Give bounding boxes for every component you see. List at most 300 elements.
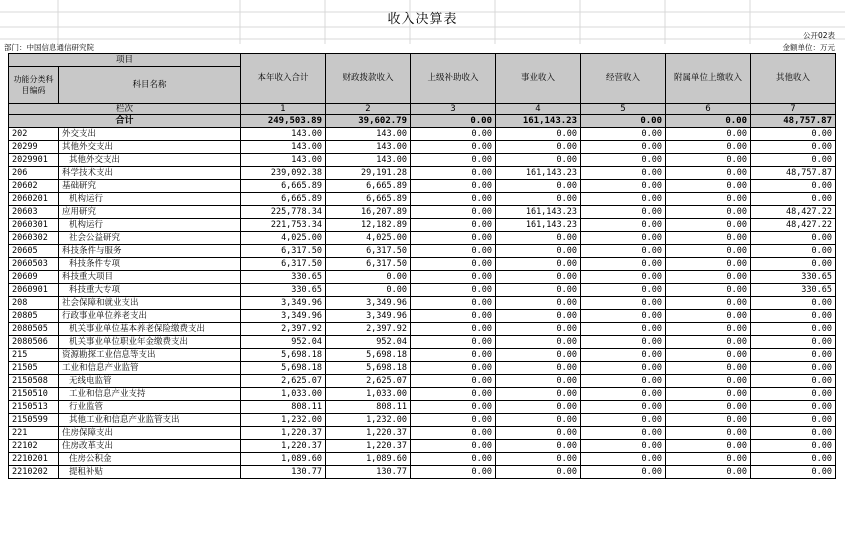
col-number: 6 [666, 104, 751, 115]
row-label: 栏次 [9, 104, 241, 115]
table-row [9, 232, 836, 245]
row-value-cell: 0.00 [411, 401, 496, 414]
row-value-cell: 0.00 [496, 453, 581, 466]
row-name-cell: 机构运行 [59, 219, 241, 232]
row-value-cell: 0.00 [581, 128, 666, 141]
row-name-cell: 社会保障和就业支出 [59, 297, 241, 310]
col-number: 4 [496, 104, 581, 115]
table-row [9, 167, 836, 180]
row-value-cell: 0.00 [751, 141, 836, 154]
table-row [9, 180, 836, 193]
col-header-6: 附属单位上缴收入 [666, 54, 751, 104]
row-value-cell: 143.00 [241, 141, 326, 154]
row-value-cell: 0.00 [581, 388, 666, 401]
row-value-cell: 0.00 [411, 141, 496, 154]
table-row [9, 375, 836, 388]
table-row [9, 466, 836, 479]
row-value-cell: 6,317.50 [241, 245, 326, 258]
row-value-cell: 6,665.89 [326, 180, 411, 193]
row-value-cell: 143.00 [241, 128, 326, 141]
row-value-cell: 130.77 [241, 466, 326, 479]
row-code-cell: 2060503 [9, 258, 59, 271]
row-value-cell: 0.00 [496, 141, 581, 154]
row-value-cell: 0.00 [496, 245, 581, 258]
row-value-cell: 0.00 [496, 128, 581, 141]
row-value-cell: 0.00 [581, 180, 666, 193]
row-code-cell: 2060302 [9, 232, 59, 245]
row-value-cell: 0.00 [666, 128, 751, 141]
total-cell: 0.00 [666, 115, 751, 128]
table-row [9, 453, 836, 466]
row-value-cell: 0.00 [496, 414, 581, 427]
total-cell: 249,503.89 [241, 115, 326, 128]
row-value-cell: 0.00 [581, 414, 666, 427]
col-header-4: 事业收入 [496, 54, 581, 104]
total-cell: 0.00 [411, 115, 496, 128]
row-value-cell: 0.00 [581, 271, 666, 284]
col-header-5: 经营收入 [581, 54, 666, 104]
row-value-cell: 0.00 [666, 284, 751, 297]
row-name-cell: 机关事业单位职业年金缴费支出 [59, 336, 241, 349]
row-value-cell: 0.00 [666, 206, 751, 219]
row-value-cell: 239,092.38 [241, 167, 326, 180]
row-code-cell: 20603 [9, 206, 59, 219]
row-value-cell: 0.00 [751, 245, 836, 258]
row-value-cell: 0.00 [751, 232, 836, 245]
table-row [9, 427, 836, 440]
row-value-cell: 6,665.89 [326, 193, 411, 206]
row-code-cell: 20609 [9, 271, 59, 284]
row-value-cell: 0.00 [666, 466, 751, 479]
row-value-cell: 0.00 [751, 375, 836, 388]
table-row [9, 388, 836, 401]
row-value-cell: 1,232.00 [241, 414, 326, 427]
row-value-cell: 5,698.18 [326, 349, 411, 362]
row-name-cell: 外交支出 [59, 128, 241, 141]
row-value-cell: 0.00 [411, 245, 496, 258]
row-value-cell: 0.00 [666, 336, 751, 349]
row-name-cell: 工业和信息产业支持 [59, 388, 241, 401]
row-value-cell: 0.00 [751, 401, 836, 414]
row-value-cell: 0.00 [411, 310, 496, 323]
row-value-cell: 0.00 [411, 232, 496, 245]
row-value-cell: 0.00 [666, 141, 751, 154]
row-name-cell: 无线电监管 [59, 375, 241, 388]
row-value-cell: 16,207.89 [326, 206, 411, 219]
row-code-cell: 206 [9, 167, 59, 180]
table-row [9, 206, 836, 219]
row-name-cell: 其他外交支出 [59, 154, 241, 167]
row-value-cell: 0.00 [581, 193, 666, 206]
row-value-cell: 5,698.18 [326, 362, 411, 375]
row-value-cell: 1,220.37 [326, 440, 411, 453]
row-code-cell: 2060201 [9, 193, 59, 206]
table-row [9, 440, 836, 453]
row-value-cell: 0.00 [666, 453, 751, 466]
row-value-cell: 1,220.37 [241, 440, 326, 453]
row-value-cell: 161,143.23 [496, 206, 581, 219]
row-value-cell: 0.00 [666, 180, 751, 193]
row-name-cell: 资源勘探工业信息等支出 [59, 349, 241, 362]
row-value-cell: 0.00 [666, 414, 751, 427]
total-cell: 0.00 [581, 115, 666, 128]
row-value-cell: 0.00 [411, 362, 496, 375]
table-row [9, 245, 836, 258]
row-name-cell: 科技条件专项 [59, 258, 241, 271]
row-value-cell: 0.00 [666, 427, 751, 440]
row-value-cell: 0.00 [751, 310, 836, 323]
row-value-cell: 0.00 [666, 193, 751, 206]
row-value-cell: 6,317.50 [326, 245, 411, 258]
row-value-cell: 0.00 [326, 284, 411, 297]
row-value-cell: 6,665.89 [241, 180, 326, 193]
row-value-cell: 808.11 [241, 401, 326, 414]
row-value-cell: 6,317.50 [326, 258, 411, 271]
row-name-cell: 其他外交支出 [59, 141, 241, 154]
row-name-cell: 住房改革支出 [59, 440, 241, 453]
row-value-cell: 0.00 [666, 440, 751, 453]
row-value-cell: 161,143.23 [496, 219, 581, 232]
row-value-cell: 0.00 [581, 219, 666, 232]
table-row [9, 336, 836, 349]
row-value-cell: 0.00 [751, 336, 836, 349]
row-value-cell: 0.00 [496, 375, 581, 388]
row-value-cell: 0.00 [666, 297, 751, 310]
row-value-cell: 0.00 [496, 232, 581, 245]
row-value-cell: 0.00 [411, 258, 496, 271]
total-label: 合计 [9, 115, 241, 128]
row-name-cell: 社会公益研究 [59, 232, 241, 245]
row-name-cell: 提租补贴 [59, 466, 241, 479]
code-header: 功能分类科目编码 [9, 67, 59, 104]
row-code-cell: 22102 [9, 440, 59, 453]
row-value-cell: 0.00 [496, 258, 581, 271]
row-value-cell: 0.00 [581, 466, 666, 479]
row-code-cell: 20602 [9, 180, 59, 193]
row-value-cell: 0.00 [411, 414, 496, 427]
row-value-cell: 0.00 [581, 141, 666, 154]
table-row [9, 193, 836, 206]
row-value-cell: 0.00 [666, 375, 751, 388]
unit-label: 金额单位：万元 [782, 43, 835, 52]
table-row [9, 271, 836, 284]
row-value-cell: 0.00 [496, 336, 581, 349]
row-value-cell: 0.00 [581, 297, 666, 310]
row-value-cell: 161,143.23 [496, 167, 581, 180]
table-row [9, 258, 836, 271]
row-value-cell: 1,033.00 [326, 388, 411, 401]
row-value-cell: 3,349.96 [241, 297, 326, 310]
row-value-cell: 0.00 [581, 245, 666, 258]
table-row [9, 219, 836, 232]
row-value-cell: 0.00 [581, 336, 666, 349]
row-value-cell: 0.00 [411, 271, 496, 284]
row-value-cell: 0.00 [581, 440, 666, 453]
row-code-cell: 20605 [9, 245, 59, 258]
row-value-cell: 0.00 [751, 154, 836, 167]
row-value-cell: 5,698.18 [241, 349, 326, 362]
row-value-cell: 0.00 [581, 232, 666, 245]
row-value-cell: 0.00 [496, 388, 581, 401]
col-header-2: 财政拨款收入 [326, 54, 411, 104]
row-code-cell: 2210202 [9, 466, 59, 479]
row-value-cell: 0.00 [751, 258, 836, 271]
row-value-cell: 1,232.00 [326, 414, 411, 427]
row-value-cell: 0.00 [496, 440, 581, 453]
row-value-cell: 330.65 [751, 271, 836, 284]
row-name-cell: 应用研究 [59, 206, 241, 219]
row-value-cell: 0.00 [411, 180, 496, 193]
row-value-cell: 0.00 [581, 167, 666, 180]
row-value-cell: 143.00 [241, 154, 326, 167]
row-value-cell: 0.00 [411, 154, 496, 167]
row-value-cell: 5,698.18 [241, 362, 326, 375]
row-value-cell: 0.00 [411, 453, 496, 466]
table-row [9, 128, 836, 141]
row-name-cell: 机关事业单位基本养老保险缴费支出 [59, 323, 241, 336]
row-name-cell: 行业监管 [59, 401, 241, 414]
row-value-cell: 0.00 [496, 297, 581, 310]
row-value-cell: 143.00 [326, 141, 411, 154]
row-value-cell: 1,220.37 [241, 427, 326, 440]
row-value-cell: 0.00 [581, 401, 666, 414]
row-value-cell: 0.00 [751, 466, 836, 479]
row-value-cell: 221,753.34 [241, 219, 326, 232]
row-value-cell: 0.00 [581, 284, 666, 297]
report-title: 收入决算表 [387, 12, 458, 27]
row-name-cell: 住房保障支出 [59, 427, 241, 440]
row-value-cell: 1,033.00 [241, 388, 326, 401]
row-value-cell: 0.00 [411, 336, 496, 349]
table-row [9, 141, 836, 154]
table-row [9, 154, 836, 167]
row-code-cell: 2210201 [9, 453, 59, 466]
row-value-cell: 0.00 [751, 128, 836, 141]
total-cell: 39,602.79 [326, 115, 411, 128]
row-code-cell: 20299 [9, 141, 59, 154]
row-value-cell: 0.00 [411, 427, 496, 440]
row-value-cell: 4,025.00 [241, 232, 326, 245]
row-value-cell: 0.00 [411, 284, 496, 297]
table-row [9, 349, 836, 362]
row-name-cell: 其他工业和信息产业监管支出 [59, 414, 241, 427]
income-table [8, 53, 836, 479]
row-value-cell: 0.00 [411, 388, 496, 401]
row-name-cell: 科学技术支出 [59, 167, 241, 180]
row-value-cell: 0.00 [411, 440, 496, 453]
col-header-1: 本年收入合计 [241, 54, 326, 104]
table-row [9, 297, 836, 310]
col-number: 7 [751, 104, 836, 115]
row-value-cell: 48,757.87 [751, 167, 836, 180]
row-code-cell: 21505 [9, 362, 59, 375]
row-code-cell: 208 [9, 297, 59, 310]
table-row [9, 284, 836, 297]
row-value-cell: 2,625.07 [241, 375, 326, 388]
row-value-cell: 143.00 [326, 128, 411, 141]
row-value-cell: 0.00 [411, 206, 496, 219]
row-value-cell: 2,397.92 [326, 323, 411, 336]
row-value-cell: 0.00 [496, 323, 581, 336]
row-value-cell: 48,427.22 [751, 219, 836, 232]
row-value-cell: 0.00 [496, 349, 581, 362]
row-value-cell: 0.00 [581, 310, 666, 323]
row-value-cell: 0.00 [411, 193, 496, 206]
row-value-cell: 48,427.22 [751, 206, 836, 219]
row-value-cell: 0.00 [496, 427, 581, 440]
row-value-cell: 952.04 [241, 336, 326, 349]
row-value-cell: 0.00 [751, 453, 836, 466]
row-name-cell: 机构运行 [59, 193, 241, 206]
row-value-cell: 0.00 [581, 453, 666, 466]
row-value-cell: 3,349.96 [326, 310, 411, 323]
row-value-cell: 0.00 [411, 323, 496, 336]
row-value-cell: 0.00 [666, 323, 751, 336]
row-value-cell: 952.04 [326, 336, 411, 349]
row-name-cell: 住房公积金 [59, 453, 241, 466]
row-value-cell: 0.00 [666, 388, 751, 401]
row-value-cell: 0.00 [581, 154, 666, 167]
row-value-cell: 0.00 [751, 440, 836, 453]
row-value-cell: 0.00 [666, 349, 751, 362]
row-value-cell: 2,625.07 [326, 375, 411, 388]
row-value-cell: 0.00 [411, 167, 496, 180]
row-value-cell: 0.00 [666, 271, 751, 284]
row-value-cell: 0.00 [751, 193, 836, 206]
row-code-cell: 2080505 [9, 323, 59, 336]
row-value-cell: 0.00 [496, 466, 581, 479]
row-code-cell: 2150510 [9, 388, 59, 401]
row-name-cell: 科技条件与服务 [59, 245, 241, 258]
row-value-cell: 0.00 [496, 180, 581, 193]
row-value-cell: 0.00 [496, 362, 581, 375]
form-code: 公开02表 [802, 31, 835, 40]
table-row [9, 414, 836, 427]
table-row [9, 323, 836, 336]
col-number: 2 [326, 104, 411, 115]
total-cell: 48,757.87 [751, 115, 836, 128]
row-value-cell: 0.00 [496, 310, 581, 323]
table-row [9, 310, 836, 323]
row-value-cell: 0.00 [751, 180, 836, 193]
row-name-cell: 科技重大项目 [59, 271, 241, 284]
row-value-cell: 29,191.28 [326, 167, 411, 180]
row-value-cell: 143.00 [326, 154, 411, 167]
row-value-cell: 0.00 [751, 388, 836, 401]
row-code-cell: 2060301 [9, 219, 59, 232]
name-header: 科目名称 [59, 67, 241, 104]
row-value-cell: 0.00 [496, 284, 581, 297]
row-value-cell: 0.00 [666, 362, 751, 375]
row-value-cell: 0.00 [666, 154, 751, 167]
row-value-cell: 0.00 [666, 219, 751, 232]
total-cell: 161,143.23 [496, 115, 581, 128]
row-value-cell: 0.00 [581, 206, 666, 219]
row-code-cell: 20805 [9, 310, 59, 323]
row-value-cell: 0.00 [666, 167, 751, 180]
row-value-cell: 2,397.92 [241, 323, 326, 336]
row-value-cell: 0.00 [411, 375, 496, 388]
row-code-cell: 2150599 [9, 414, 59, 427]
row-value-cell: 330.65 [241, 284, 326, 297]
row-code-cell: 2150513 [9, 401, 59, 414]
row-value-cell: 0.00 [496, 401, 581, 414]
row-value-cell: 0.00 [581, 427, 666, 440]
row-value-cell: 0.00 [411, 466, 496, 479]
row-value-cell: 0.00 [666, 232, 751, 245]
row-value-cell: 225,778.34 [241, 206, 326, 219]
row-code-cell: 221 [9, 427, 59, 440]
table-row [9, 401, 836, 414]
row-value-cell: 0.00 [751, 323, 836, 336]
row-value-cell: 0.00 [581, 375, 666, 388]
row-value-cell: 0.00 [751, 414, 836, 427]
row-code-cell: 202 [9, 128, 59, 141]
row-code-cell: 2029901 [9, 154, 59, 167]
row-value-cell: 0.00 [666, 245, 751, 258]
row-code-cell: 2150508 [9, 375, 59, 388]
row-value-cell: 0.00 [666, 310, 751, 323]
row-value-cell: 12,182.89 [326, 219, 411, 232]
row-value-cell: 0.00 [326, 271, 411, 284]
row-value-cell: 0.00 [411, 128, 496, 141]
row-value-cell: 0.00 [581, 323, 666, 336]
row-value-cell: 0.00 [751, 297, 836, 310]
row-value-cell: 0.00 [411, 349, 496, 362]
col-header-7: 其他收入 [751, 54, 836, 104]
row-value-cell: 808.11 [326, 401, 411, 414]
row-value-cell: 0.00 [496, 193, 581, 206]
row-value-cell: 0.00 [666, 401, 751, 414]
row-value-cell: 0.00 [751, 349, 836, 362]
row-value-cell: 6,665.89 [241, 193, 326, 206]
col-number: 3 [411, 104, 496, 115]
department-label: 部门：中国信息通信研究院 [4, 43, 94, 52]
row-value-cell: 0.00 [581, 349, 666, 362]
col-header-3: 上级补助收入 [411, 54, 496, 104]
row-value-cell: 0.00 [411, 219, 496, 232]
row-name-cell: 科技重大专项 [59, 284, 241, 297]
item-header: 项目 [9, 54, 241, 67]
row-value-cell: 0.00 [751, 362, 836, 375]
row-value-cell: 3,349.96 [326, 297, 411, 310]
row-value-cell: 0.00 [666, 258, 751, 271]
row-value-cell: 1,089.60 [241, 453, 326, 466]
row-value-cell: 1,220.37 [326, 427, 411, 440]
row-value-cell: 6,317.50 [241, 258, 326, 271]
row-value-cell: 0.00 [581, 258, 666, 271]
row-value-cell: 0.00 [411, 297, 496, 310]
row-value-cell: 1,089.60 [326, 453, 411, 466]
row-value-cell: 130.77 [326, 466, 411, 479]
row-value-cell: 0.00 [496, 154, 581, 167]
row-value-cell: 0.00 [581, 362, 666, 375]
row-name-cell: 工业和信息产业监管 [59, 362, 241, 375]
row-code-cell: 2060901 [9, 284, 59, 297]
row-value-cell: 4,025.00 [326, 232, 411, 245]
col-number: 5 [581, 104, 666, 115]
row-value-cell: 330.65 [751, 284, 836, 297]
row-code-cell: 215 [9, 349, 59, 362]
table-row [9, 362, 836, 375]
row-value-cell: 0.00 [496, 271, 581, 284]
row-value-cell: 330.65 [241, 271, 326, 284]
row-value-cell: 3,349.96 [241, 310, 326, 323]
row-value-cell: 0.00 [751, 427, 836, 440]
col-number: 1 [241, 104, 326, 115]
row-name-cell: 行政事业单位养老支出 [59, 310, 241, 323]
row-code-cell: 2080506 [9, 336, 59, 349]
